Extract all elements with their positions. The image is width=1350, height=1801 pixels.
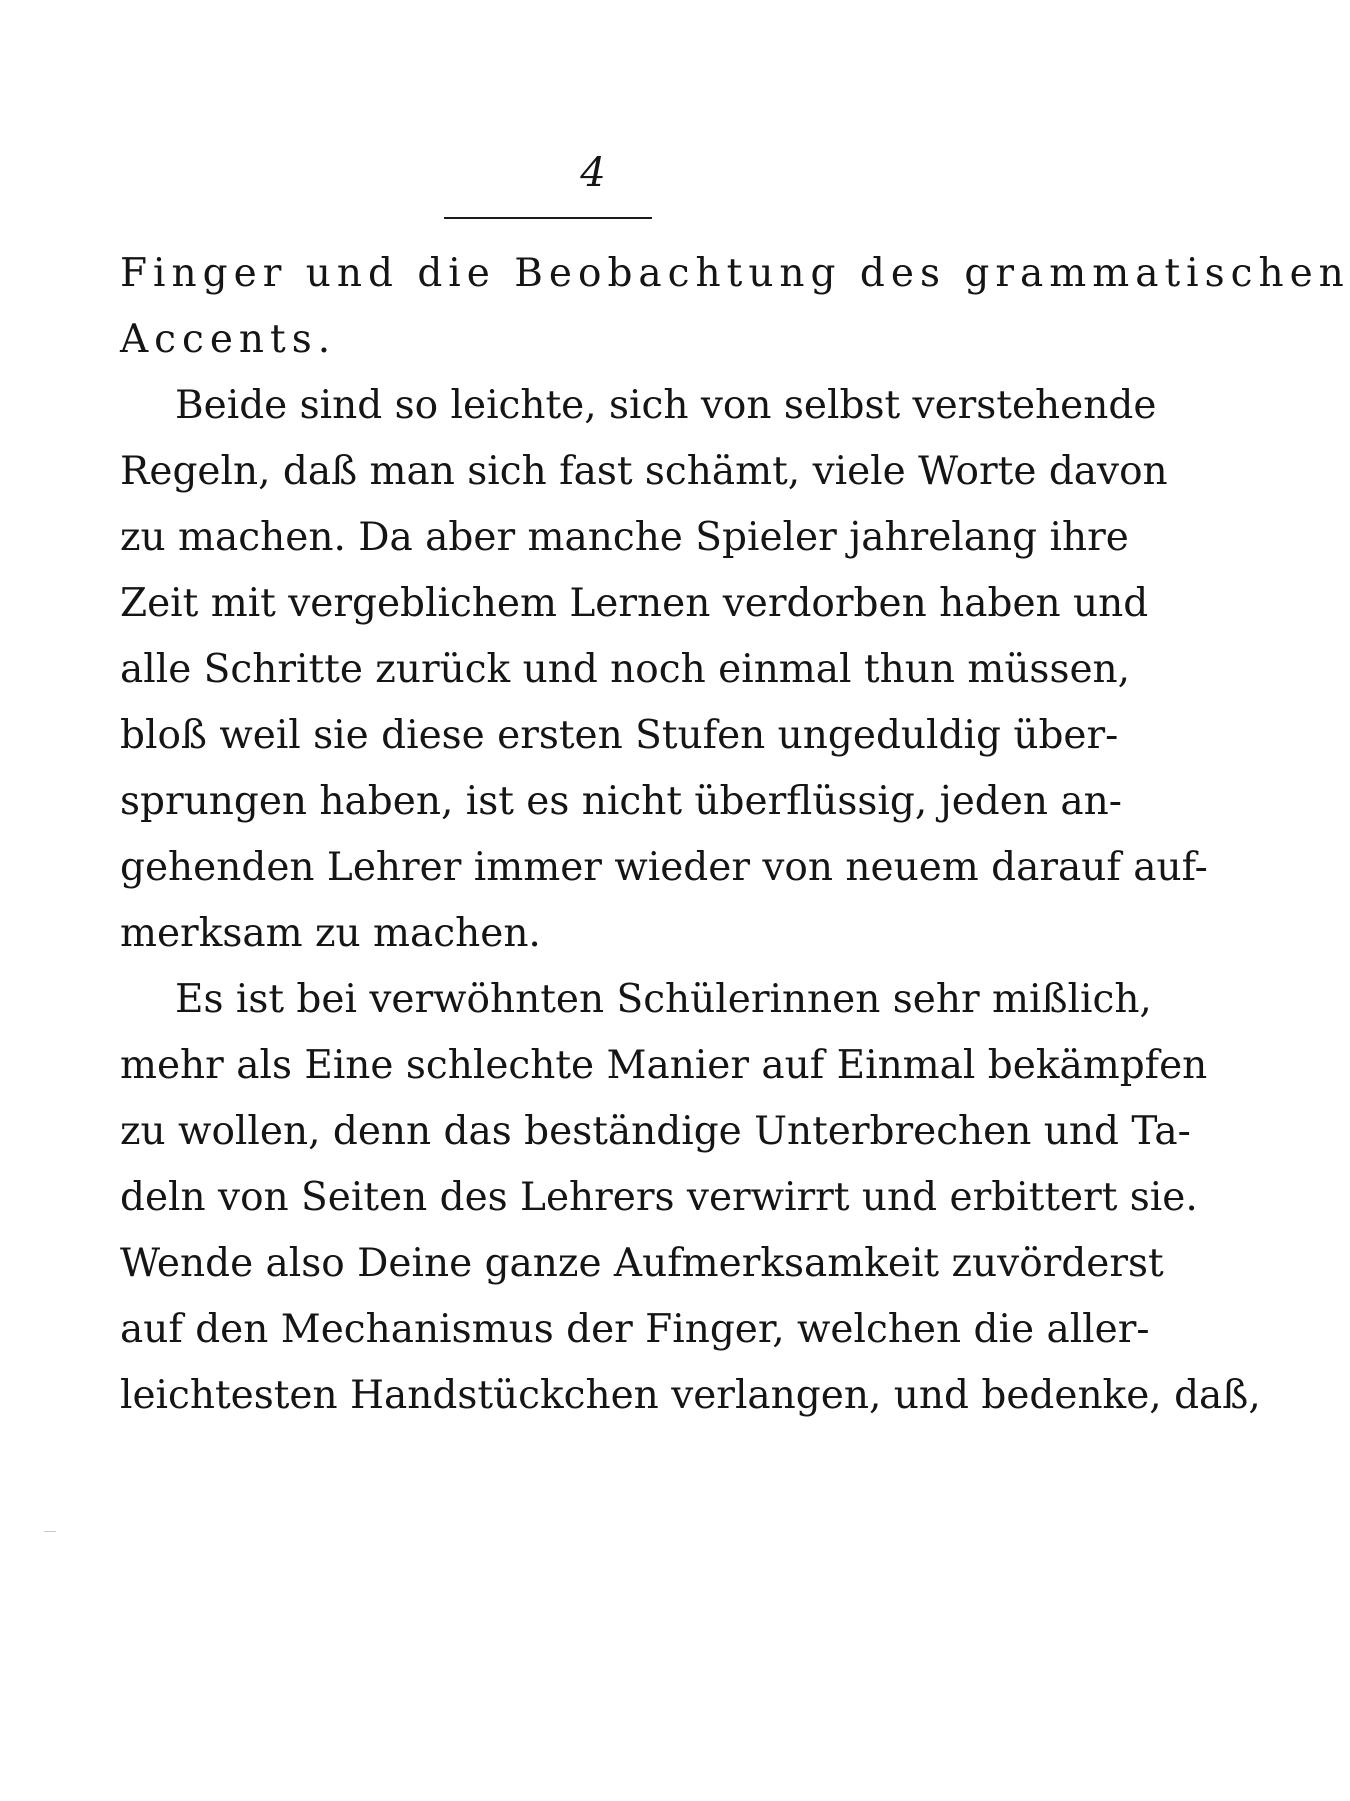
- text-line-18: leichtesten Handstückchen verlangen, und bedenke, daß,: [120, 1373, 1261, 1418]
- text-line-14: zu wollen, denn das beständige Unterbrechen und Ta-: [120, 1109, 1191, 1154]
- text-line-6: Zeit mit vergeblichem Lernen verdorben haben und: [120, 581, 1149, 626]
- text-line-9: sprungen haben, ist es nicht überflüssig, jeden an-: [120, 779, 1122, 824]
- text-line-4: Regeln, daß man sich fast schämt, viele Worte davon: [120, 449, 1168, 494]
- text-line-16: Wende also Deine ganze Aufmerksamkeit zuvörderst: [120, 1241, 1164, 1286]
- margin-mark: [44, 1531, 56, 1532]
- text-line-15: deln von Seiten des Lehrers verwirrt und erbittert sie.: [120, 1175, 1198, 1220]
- text-line-10: gehenden Lehrer immer wieder von neuem darauf auf-: [120, 845, 1208, 890]
- text-line-5: zu machen. Da aber manche Spieler jahrelang ihre: [120, 515, 1129, 560]
- text-line-17: auf den Mechanismus der Finger, welchen die aller-: [120, 1307, 1150, 1352]
- text-line-3: Beide sind so leichte, sich von selbst verstehende: [175, 383, 1157, 428]
- page-number: 4: [580, 150, 606, 196]
- text-line-7: alle Schritte zurück und noch einmal thun müssen,: [120, 647, 1131, 692]
- header-rule: [444, 217, 652, 219]
- text-line-13: mehr als Eine schlechte Manier auf Einmal bekämpfen: [120, 1043, 1208, 1088]
- text-line-11: merksam zu machen.: [120, 911, 541, 956]
- text-line-8: bloß weil sie diese ersten Stufen ungeduldig über-: [120, 713, 1119, 758]
- text-line-2: Accents.: [120, 317, 337, 362]
- text-line-1: Finger und die Beobachtung des grammatischen: [120, 251, 1350, 296]
- text-line-12: Es ist bei verwöhnten Schülerinnen sehr mißlich,: [175, 977, 1152, 1022]
